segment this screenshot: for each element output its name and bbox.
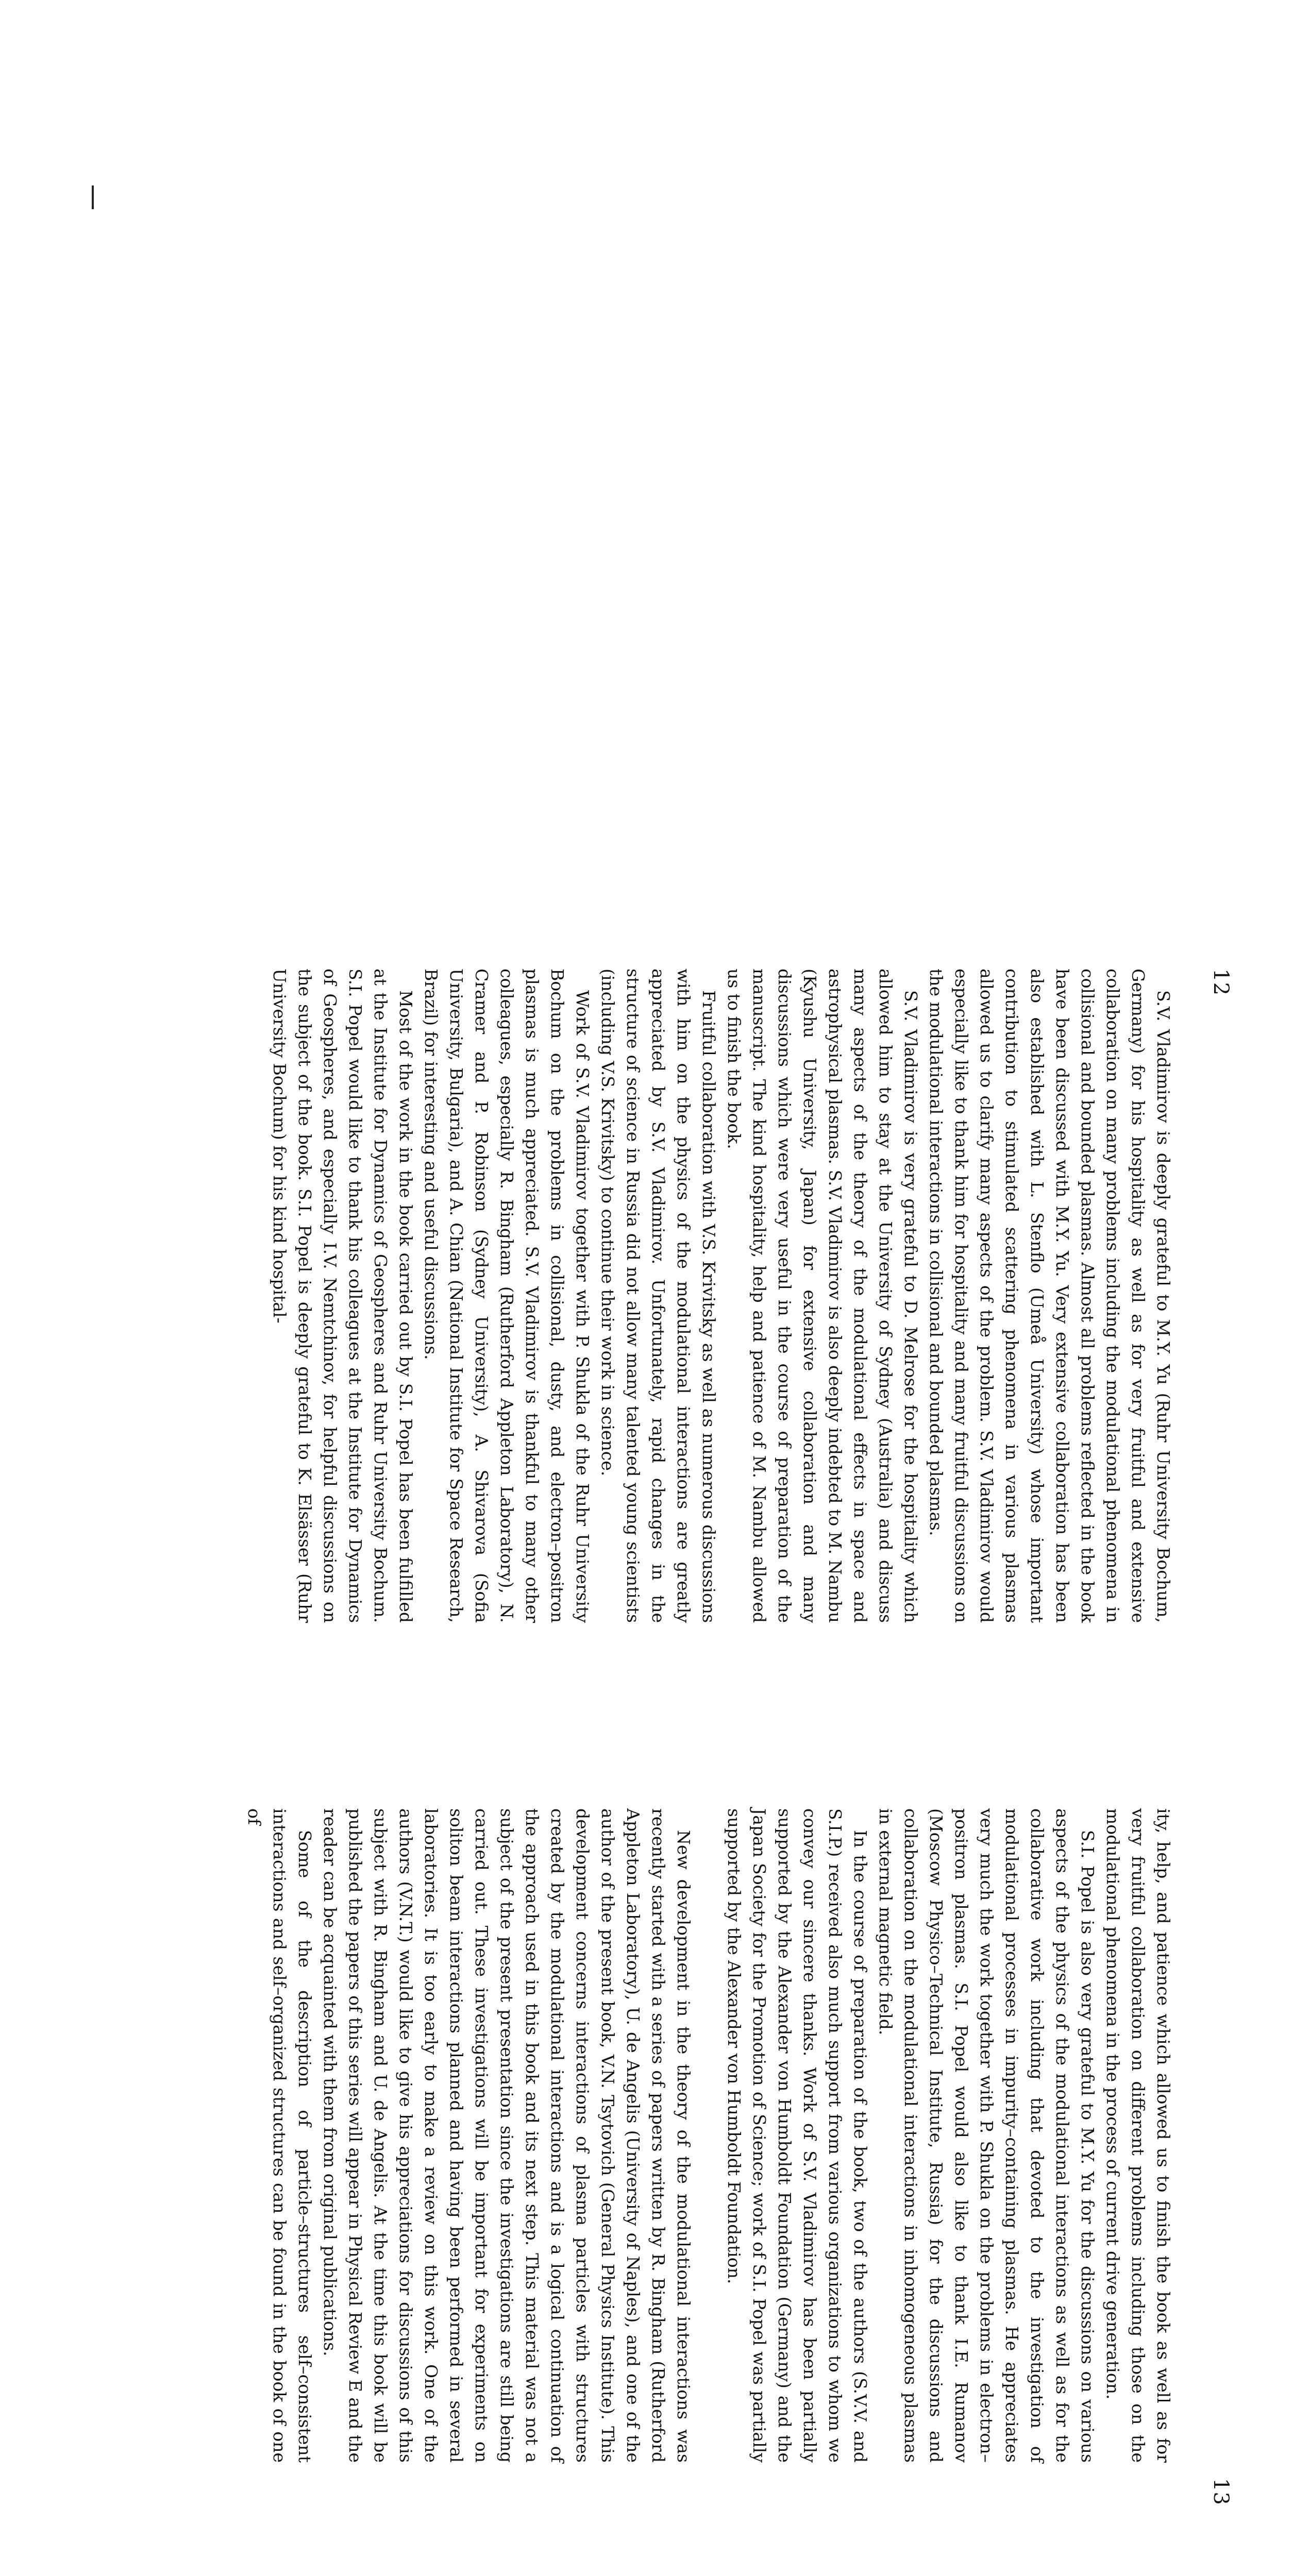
page-number: 13 (1209, 2478, 1233, 2505)
paragraph: In the course of preparation of the book, two of the authors (S.V.V. and S.I.P.) received also much support from various organizations to whom we convey our sincere thanks. Work of S.V. Vladimirov has been partially supported by the Alexander von Humboldt Foundation (Germany) and the Japan Society for the Promotion of Science; work of S.I. Popel was partially supported by the Alexander von Humboldt Foundation. (724, 1808, 870, 2463)
paragraph: S.I. Popel is also very grateful to M.Y. Yu for the discussions on various aspects of the physics of the modulational interactions as well as for the collaborative work including that devoted to the investigation of modulational processes in impurity–containing plasmas. He appreciates very much the work together with P. Shukla on the problems in electron–positron plasmas. S.I. Popel would also like to thank I.E. Rumanov (Moscow Physico–Technical Institute, Russia) for the discussions and collaboration on the modulational interactions in inhomogeneous plasmas in external magnetic field. (876, 1808, 1098, 2463)
paragraph: S.V. Vladimirov is deeply grateful to M.Y. Yu (Ruhr University Bochum, Germany) for his hospitality as well as for very fruitful and extensive collaboration on many problems including the modulational phenomena in collisional and bounded plasmas. Almost all problems reflected in the book have been discussed with M.Y. Yu. Very extensive collaboration has been also established with L. Stenflo (Umeå University) whose important contribution to stimulated scattering phenomena in various plasmas allowed us to clarify many aspects of the problem. S.V. Vladimirov would especially like to thank him for hospitality and many fruitful discussions on the modulational interactions in collisional and bounded plasmas. (926, 969, 1173, 1623)
paragraph: Some of the description of particle–structures self–consistent interactions and self–organized structures can be found in the book of one of (244, 1808, 315, 2463)
paragraph: S.V. Vladimirov is very grateful to D. Melrose for the hospitality which allowed him to stay at the University of Sydney (Australia) and discuss many aspects of the theory of the modulational effects in space and astrophysical plasmas. S.V. Vladimirov is also deeply indebted to M. Nambu (Kyushu University, Japan) for extensive collaboration and many discussions which were very useful in the course of preparation of the manuscript. The kind hospitality, help and patience of M. Nambu allowed us to finish the book. (724, 969, 921, 1623)
paragraph: ity, help, and patience which allowed us to finish the book as well as for very fruitful collaboration on different problems including those on the modulational phenomena in the process of current drive generation. (1103, 1808, 1173, 2463)
paragraph: Most of the work in the book carried out by S.I. Popel has been fulfilled at the Institute for Dynamics of Geospheres and Ruhr University Bochum. S.I. Popel would like to thank his colleagues at the Institute for Dynamics of Geospheres, and especially I.V. Nemtchinov, for helpful discussions on the subject of the book. S.I. Popel is deeply grateful to K. Elsässer (Ruhr University Bochum) for his kind hospital- (270, 969, 416, 1623)
left-page (0, 855, 1310, 1710)
page-text (267, 969, 1176, 1623)
paragraph: Fruitful collaboration with V.S. Krivitsky as well as numerous discussions with him on the physics of the modulational interactions are greatly appreciated by S.V. Vladimirov. Unfortunately, rapid changes in the structure of science in Russia did not allow many talented young scientists (including V.S. Krivitsky) to continue their work in science. (598, 969, 719, 1623)
paragraph: Work of S.V. Vladimirov together with P. Shukla of the Ruhr University Bochum on the problems in collisional, dusty, and electron–positron plasmas is much appreciated. S.V. Vladimirov is thankful to many other colleagues, especially R. Bingham (Rutherford Appleton Laboratory), N. Cramer and P. Robinson (Sydney University), A. Shivarova (Sofia University, Bulgaria), and A. Chian (National Institute for Space Research, Brazil) for interesting and useful discussions. (421, 969, 593, 1623)
right-page (0, 1741, 1310, 2576)
paragraph: New development in the theory of the modulational interactions was recently started with a series of papers written by R. Bingham (Rutherford Appleton Laboratory), U. de Angelis (University of Naples), and one of the author of the present book, V.N. Tsytovich (General Physics Institute). This development concerns interactions of plasma particles with structures created by the modulational interactions and is a logical continuation of the approach used in this book and its next step. This material was not a subject of the present presentation since the investigations are still being carried out. These investigations will be important for experiments on soliton beam interactions planned and having been performed in several laboratories. It is too early to make a review on this work. One of the authors (V.N.T.) would like to give his appreciations for discussions of this subject with R. Bingham and U. de Angelis. At the time this book will be published the papers of this series will appear in Physical Review E and the reader can be acquainted with them from original publications. (320, 1808, 694, 2463)
page-number: 12 (1209, 969, 1233, 996)
scan-artifact (92, 185, 94, 209)
page-text (242, 1808, 1176, 2463)
